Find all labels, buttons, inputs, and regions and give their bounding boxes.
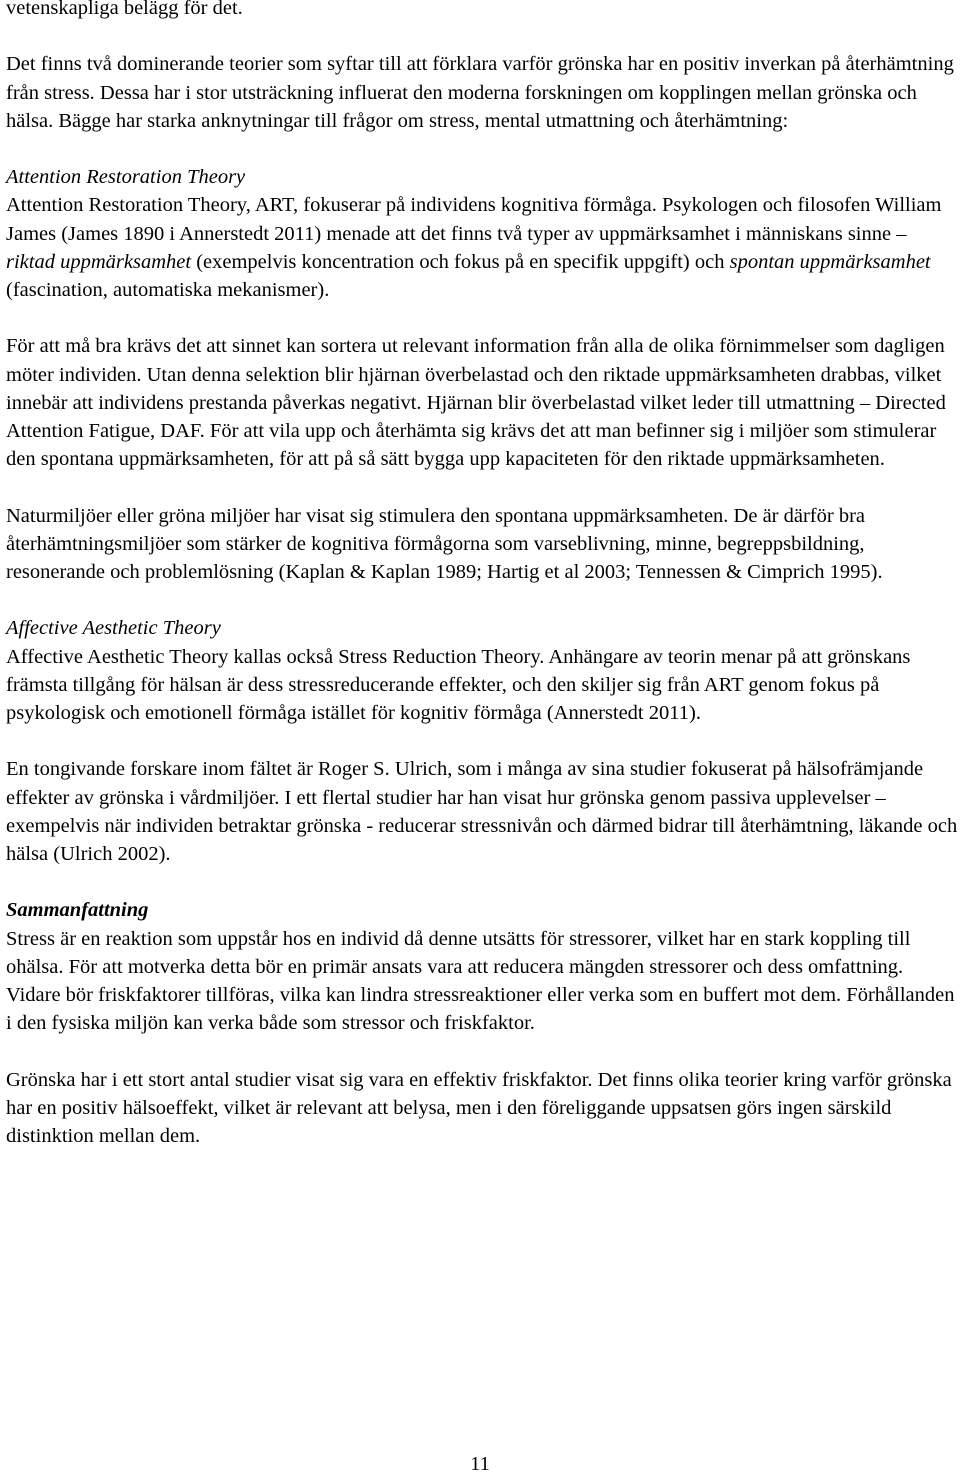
art-text-part3: (fascination, automatiska mekanismer). <box>6 279 330 301</box>
term-spontan-uppmarksamhet: spontan uppmärksamhet <box>729 250 931 273</box>
paragraph-nature-environments: Naturmiljöer eller gröna miljöer har visat sig stimulera den spontana uppmärksamheten. De är därför bra återhämtningsmiljöer som stärker de kognitiva förmågorna som varseblivning, minne, begreppsbildning, resonerande och problemlösning (Kaplan & Kaplan 1989; Hartig et al 2003; Tennessen & Cimprich 1995). <box>6 504 883 583</box>
body-text <box>6 0 958 1178</box>
section-art <box>6 163 958 304</box>
summary-text: Stress är en reaktion som uppstår hos en individ då denne utsätts för stressorer, vilket har en stark koppling till ohälsa. För att motverka detta bör en primär ansats vara att reducera mängden stressorer och dess omfattning. Vidare bör friskfaktorer tillföras, vilka kan lindra stressreaktioner eller verka som en buffert mot dem. Förhållanden i den fysiska miljön kan verka både som stressor och friskfaktor. <box>6 927 955 1035</box>
aat-text: Affective Aesthetic Theory kallas också Stress Reduction Theory. Anhängare av teorin menar på att grönskans främsta tillgång för hälsan är dess stressreducerande effekter, och den skiljer sig från ART genom fokus på psykologisk och emotionell förmåga istället för kognitiv förmåga (Annerstedt 2011). <box>6 645 911 724</box>
paragraph-continuation: vetenskapliga belägg för det. <box>6 0 243 19</box>
section-summary <box>6 896 958 1037</box>
heading-attention-restoration-theory: Attention Restoration Theory <box>6 166 246 189</box>
paragraph-roger-ulrich: En tongivande forskare inom fältet är Roger S. Ulrich, som i många av sina studier fokuserat på hälsofrämjande effekter av grönska i vårdmiljöer. I ett flertal studier har han visat hur grönska genom passiva upplevelser – exempelvis när individen betraktar grönska - reducerar stressnivån och därmed bidrar till återhämtning, läkande och hälsa (Ulrich 2002). <box>6 758 958 865</box>
paragraph-directed-attention-fatigue: För att må bra krävs det att sinnet kan sortera ut relevant information från alla de olika förnimmelser som dagligen möter individen. Utan denna selektion blir hjärnan överbelastad och den riktade uppmärksamheten drabbas, vilket innebär att individens prestanda påverkas negativt. Hjärnan blir överbelastad vilket leder till utmattning – Directed Attention Fatigue, DAF. För att vila upp och återhämta sig krävs det att man befinner sig i miljöer som stimulerar den spontana uppmärksamheten, för att på så sätt bygga upp kapaciteten för den riktade uppmärksamheten. <box>6 335 946 471</box>
term-riktad-uppmarksamhet: riktad uppmärksamhet <box>6 250 192 273</box>
section-aat <box>6 614 958 727</box>
paragraph-greenery-conclusion: Grönska har i ett stort antal studier visat sig vara en effektiv friskfaktor. Det finns olika teorier kring varför grönska har en positiv hälsoeffekt, vilket är relevant att belysa, men i den föreliggande uppsatsen görs ingen särskild distinktion mellan dem. <box>6 1068 952 1147</box>
art-text-part2: (exempelvis koncentration och fokus på en specifik uppgift) och <box>191 250 730 273</box>
art-text-part1: Attention Restoration Theory, ART, fokuserar på individens kognitiva förmåga. Psykologen och filosofen William James (James 1890 i Annerstedt 2011) menade att det finns två typer av uppmärksamhet i människans sinne – <box>6 194 942 245</box>
heading-sammanfattning: Sammanfattning <box>6 899 149 922</box>
paragraph-theories-intro: Det finns två dominerande teorier som syftar till att förklara varför grönska har en positiv inverkan på återhämtning från stress. Dessa har i stor utsträckning influerat den moderna forskningen om kopplingen mellan grönska och hälsa. Bägge har starka anknytningar till frågor om stress, mental utmattning och återhämtning: <box>6 53 954 132</box>
page-number: 11 <box>470 1453 490 1475</box>
heading-affective-aesthetic-theory: Affective Aesthetic Theory <box>6 617 221 640</box>
